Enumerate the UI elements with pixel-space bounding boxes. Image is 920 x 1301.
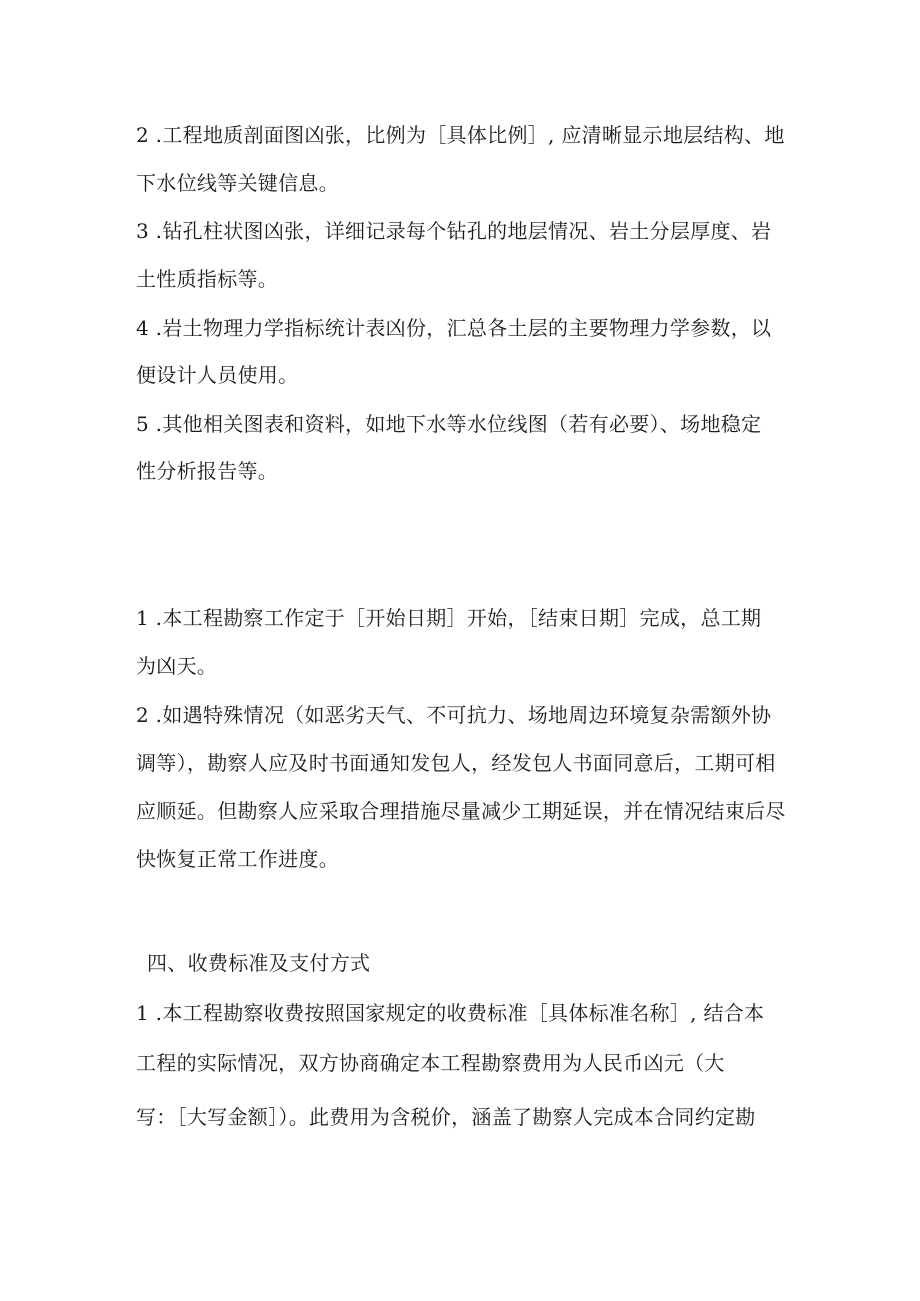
list-item-line: 2 .工程地质剖面图凶张，比例为［具体比例］, 应清晰显示地层结构、地 [136, 123, 785, 147]
list-item-line: 为凶天。 [136, 654, 218, 678]
list-item-line: 写：［大写金额］）。此费用为含税价，涵盖了勘察人完成本合同约定勘 [136, 1105, 756, 1129]
list-item-line: 4 .岩土物理力学指标统计表凶份，汇总各土层的主要物理力学参数，以 [136, 316, 772, 340]
list-item-line: 2 .如遇特殊情况（如恶劣天气、不可抗力、场地周边环境复杂需额外协 [136, 703, 772, 727]
list-item-line: 5 .其他相关图表和资料，如地下水等水位线图（若有必要）、场地稳定 [136, 412, 762, 436]
list-item-line: 工程的实际情况，双方协商确定本工程勘察费用为人民币凶元（大 [136, 1051, 725, 1075]
list-item-line: 3 .钻孔柱状图凶张，详细记录每个钻孔的地层情况、岩土分层厚度、岩 [136, 219, 772, 243]
list-item-line: 1 .本工程勘察工作定于［开始日期］开始，［结束日期］完成，总工期 [136, 606, 762, 630]
list-item-line: 下水位线等关键信息。 [136, 171, 339, 195]
list-item-line: 1 .本工程勘察收费按照国家规定的收费标准［具体标准名称］, 结合本 [136, 1001, 765, 1025]
list-item-line: 快恢复正常工作进度。 [136, 847, 339, 871]
list-item-line: 性分析报告等。 [136, 459, 279, 483]
list-item-line: 应顺延。但勘察人应采取合理措施尽量减少工期延误，并在情况结束后尽 [136, 799, 786, 823]
section-heading: 四、收费标准及支付方式 [147, 951, 371, 975]
list-item-line: 调等），勘察人应及时书面通知发包人，经发包人书面同意后，工期可相 [136, 751, 776, 775]
list-item-line: 土性质指标等。 [136, 267, 279, 291]
list-item-line: 便设计人员使用。 [136, 363, 299, 387]
